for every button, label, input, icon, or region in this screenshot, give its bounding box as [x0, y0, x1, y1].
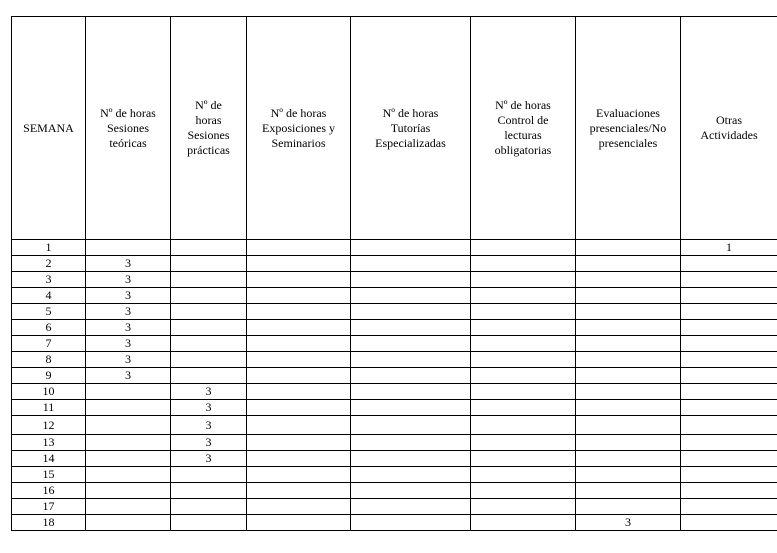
- hours-cell: [351, 467, 471, 483]
- hours-cell: [576, 272, 681, 288]
- column-header-text: Nº de horas Exposiciones y Seminarios: [262, 105, 335, 150]
- hours-cell: [86, 384, 171, 400]
- hours-cell: [681, 272, 777, 288]
- hours-cell: [247, 499, 351, 515]
- week-number-cell: 7: [12, 336, 86, 352]
- hours-cell: [171, 483, 247, 499]
- hours-cell: [576, 499, 681, 515]
- hours-cell: [576, 368, 681, 384]
- hours-cell: [247, 288, 351, 304]
- hours-cell: [351, 435, 471, 451]
- hours-cell: [471, 384, 576, 400]
- table-row: [12, 336, 777, 352]
- hours-cell: [471, 515, 576, 531]
- table-row: [12, 416, 777, 435]
- hours-cell: [681, 416, 777, 435]
- table-row: [12, 368, 777, 384]
- hours-cell: [681, 256, 777, 272]
- hours-cell: [86, 451, 171, 467]
- column-header-exposiciones-seminarios: [247, 17, 351, 240]
- hours-cell: [681, 483, 777, 499]
- hours-cell: [86, 515, 171, 531]
- week-number-cell: 4: [12, 288, 86, 304]
- column-header-text: Nº de horas Tutorías Especializadas: [375, 105, 446, 150]
- hours-cell: [471, 416, 576, 435]
- table-row: [12, 515, 777, 531]
- hours-cell: 3: [171, 435, 247, 451]
- hours-cell: [471, 272, 576, 288]
- week-number-cell: 9: [12, 368, 86, 384]
- hours-cell: [171, 304, 247, 320]
- hours-cell: [351, 256, 471, 272]
- column-header-semana: SEMANA: [12, 17, 86, 240]
- hours-cell: [86, 499, 171, 515]
- week-number-cell: 2: [12, 256, 86, 272]
- hours-cell: [171, 352, 247, 368]
- hours-cell: [471, 336, 576, 352]
- hours-cell: [471, 352, 576, 368]
- hours-cell: [247, 352, 351, 368]
- hours-cell: [171, 256, 247, 272]
- hours-cell: [247, 416, 351, 435]
- hours-cell: [351, 304, 471, 320]
- hours-cell: 3: [171, 384, 247, 400]
- week-number-cell: 14: [12, 451, 86, 467]
- hours-cell: [86, 240, 171, 256]
- hours-cell: [681, 515, 777, 531]
- weekly-hours-table: [11, 16, 777, 531]
- hours-cell: 3: [86, 352, 171, 368]
- hours-cell: [576, 467, 681, 483]
- hours-cell: [471, 483, 576, 499]
- hours-cell: 3: [86, 336, 171, 352]
- hours-cell: [681, 288, 777, 304]
- table-row: [12, 288, 777, 304]
- hours-cell: [471, 400, 576, 416]
- hours-cell: [681, 304, 777, 320]
- hours-cell: [681, 435, 777, 451]
- hours-cell: 3: [171, 451, 247, 467]
- hours-cell: [247, 272, 351, 288]
- hours-cell: [351, 288, 471, 304]
- table-row: [12, 352, 777, 368]
- week-number-cell: 12: [12, 416, 86, 435]
- table-row: [12, 320, 777, 336]
- header-row: [12, 17, 777, 240]
- hours-cell: [681, 400, 777, 416]
- hours-cell: [576, 240, 681, 256]
- table-row: [12, 304, 777, 320]
- week-number-cell: 5: [12, 304, 86, 320]
- hours-cell: [247, 240, 351, 256]
- hours-cell: [351, 320, 471, 336]
- week-number-cell: 17: [12, 499, 86, 515]
- hours-cell: [247, 435, 351, 451]
- table-row: [12, 451, 777, 467]
- hours-cell: [681, 320, 777, 336]
- hours-cell: [576, 352, 681, 368]
- hours-cell: [247, 515, 351, 531]
- hours-cell: [471, 320, 576, 336]
- hours-cell: [171, 272, 247, 288]
- hours-cell: 3: [86, 272, 171, 288]
- hours-cell: [471, 256, 576, 272]
- hours-cell: [171, 467, 247, 483]
- hours-cell: [576, 435, 681, 451]
- hours-cell: [247, 400, 351, 416]
- week-number-cell: 1: [12, 240, 86, 256]
- hours-cell: [86, 416, 171, 435]
- table-row: [12, 272, 777, 288]
- hours-cell: [351, 515, 471, 531]
- hours-cell: [247, 467, 351, 483]
- hours-cell: [247, 320, 351, 336]
- week-number-cell: 10: [12, 384, 86, 400]
- hours-cell: [351, 240, 471, 256]
- hours-cell: [351, 336, 471, 352]
- table-row: [12, 435, 777, 451]
- hours-cell: [171, 499, 247, 515]
- week-number-cell: 16: [12, 483, 86, 499]
- column-header-text: Nº de horas Sesiones teóricas: [100, 105, 156, 150]
- hours-cell: [351, 352, 471, 368]
- hours-cell: 3: [86, 368, 171, 384]
- table-row: [12, 467, 777, 483]
- hours-cell: [86, 483, 171, 499]
- hours-cell: [86, 400, 171, 416]
- column-header-text: Evaluaciones presenciales/No presenciales: [589, 105, 667, 150]
- hours-cell: [681, 451, 777, 467]
- hours-cell: [471, 368, 576, 384]
- hours-cell: [471, 288, 576, 304]
- week-number-cell: 18: [12, 515, 86, 531]
- table-body: [12, 240, 777, 531]
- hours-cell: [351, 483, 471, 499]
- hours-cell: [471, 499, 576, 515]
- hours-cell: 3: [171, 400, 247, 416]
- hours-cell: [576, 320, 681, 336]
- hours-cell: [471, 435, 576, 451]
- hours-cell: [171, 336, 247, 352]
- hours-cell: 3: [86, 288, 171, 304]
- hours-cell: [576, 288, 681, 304]
- hours-cell: [171, 368, 247, 384]
- week-number-cell: 6: [12, 320, 86, 336]
- table-row: [12, 384, 777, 400]
- hours-cell: [576, 451, 681, 467]
- column-header-tutorias-especializadas: [351, 17, 471, 240]
- column-header-evaluaciones: [576, 17, 681, 240]
- hours-cell: 1: [681, 240, 777, 256]
- hours-cell: [351, 272, 471, 288]
- hours-cell: [576, 256, 681, 272]
- hours-cell: [681, 467, 777, 483]
- table-row: [12, 256, 777, 272]
- column-header-text: Nº de horas Control de lecturas obligatorias: [494, 98, 552, 157]
- hours-cell: [576, 336, 681, 352]
- hours-cell: [351, 368, 471, 384]
- hours-cell: [681, 368, 777, 384]
- hours-cell: [86, 435, 171, 451]
- hours-cell: [681, 336, 777, 352]
- hours-cell: [247, 304, 351, 320]
- hours-cell: [576, 400, 681, 416]
- week-number-cell: 3: [12, 272, 86, 288]
- hours-cell: [351, 451, 471, 467]
- hours-cell: [471, 451, 576, 467]
- hours-cell: [171, 320, 247, 336]
- hours-cell: 3: [576, 515, 681, 531]
- column-header-text: Otras Actividades: [700, 113, 758, 142]
- hours-cell: [247, 483, 351, 499]
- hours-cell: [247, 336, 351, 352]
- column-header-control-lecturas: [471, 17, 576, 240]
- week-number-cell: 11: [12, 400, 86, 416]
- hours-cell: [681, 499, 777, 515]
- hours-cell: 3: [171, 416, 247, 435]
- week-number-cell: 13: [12, 435, 86, 451]
- hours-cell: [247, 256, 351, 272]
- hours-cell: [351, 499, 471, 515]
- week-number-cell: 8: [12, 352, 86, 368]
- hours-cell: 3: [86, 304, 171, 320]
- hours-cell: [171, 240, 247, 256]
- column-header-sesiones-teoricas: [86, 17, 171, 240]
- hours-cell: [681, 384, 777, 400]
- hours-cell: 3: [86, 320, 171, 336]
- column-header-otras-actividades: [681, 17, 777, 240]
- table-row: [12, 400, 777, 416]
- hours-cell: [86, 467, 171, 483]
- table-row: [12, 499, 777, 515]
- hours-cell: [171, 288, 247, 304]
- table-row: [12, 483, 777, 499]
- hours-cell: [576, 304, 681, 320]
- table-row: [12, 240, 777, 256]
- hours-cell: [351, 400, 471, 416]
- hours-cell: [471, 240, 576, 256]
- hours-cell: [171, 515, 247, 531]
- column-header-text: Nº de horas Sesiones prácticas: [187, 98, 230, 157]
- hours-cell: [351, 384, 471, 400]
- hours-cell: [351, 416, 471, 435]
- hours-cell: [247, 384, 351, 400]
- hours-cell: 3: [86, 256, 171, 272]
- hours-cell: [471, 304, 576, 320]
- column-header-sesiones-practicas: [171, 17, 247, 240]
- hours-cell: [576, 384, 681, 400]
- hours-cell: [471, 467, 576, 483]
- hours-cell: [247, 368, 351, 384]
- hours-cell: [576, 416, 681, 435]
- hours-cell: [681, 352, 777, 368]
- hours-cell: [247, 451, 351, 467]
- week-number-cell: 15: [12, 467, 86, 483]
- table-header: [12, 17, 777, 240]
- hours-cell: [576, 483, 681, 499]
